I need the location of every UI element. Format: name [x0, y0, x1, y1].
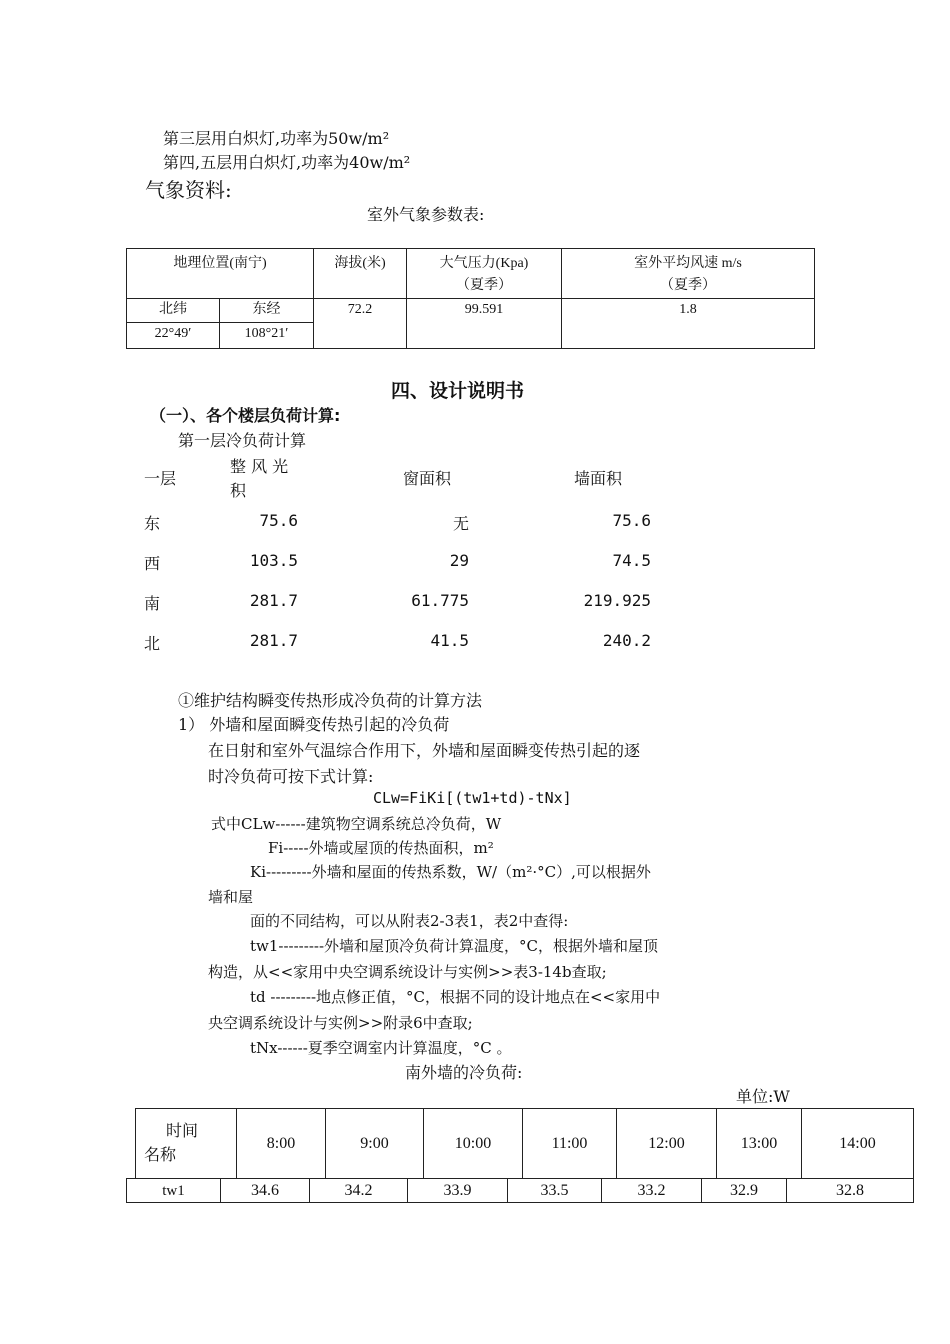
table-cell: 32.8: [787, 1179, 914, 1203]
area-row-dir: 东: [144, 514, 161, 533]
method-paragraph-6: Fi-----外墙或屋顶的传热面积，m²: [268, 839, 494, 857]
area-header-window: 窗面积: [403, 469, 452, 488]
section-subtitle: （一）、各个楼层负荷计算:: [150, 406, 341, 425]
area-row-wall: 75.6: [612, 511, 651, 530]
first-floor-heading: 第一层冷负荷计算: [178, 431, 307, 450]
intro-line-2: 第四,五层用白炽灯,功率为40w/m²: [163, 153, 411, 172]
load-table-header: [135, 1108, 914, 1179]
south-wall-caption: 南外墙的冷负荷:: [405, 1063, 523, 1082]
method-paragraph-14: tNx------夏季空调室内计算温度，°C 。: [250, 1039, 512, 1057]
area-row-total: 281.7: [249, 591, 298, 610]
table-row: [127, 1179, 914, 1203]
area-row-window: 29: [449, 551, 469, 570]
table-cell: 33.9: [408, 1179, 508, 1203]
table-cell: 32.9: [702, 1179, 787, 1203]
method-paragraph-12: td ---------地点修正值，°C，根据不同的设计地点在<<家用中: [250, 988, 661, 1006]
time-header: 10:00: [424, 1109, 523, 1179]
latitude-label: 北纬: [127, 299, 220, 323]
area-row-total: 103.5: [249, 551, 298, 570]
time-header: 9:00: [326, 1109, 424, 1179]
load-table-corner: [136, 1109, 237, 1179]
corner-name-label: 名称: [144, 1146, 177, 1164]
wind-header-label: 室外平均风速 m/s: [634, 256, 742, 271]
area-row-total: 75.6: [259, 511, 298, 530]
time-header: 12:00: [617, 1109, 717, 1179]
wind-header-season: （夏季）: [660, 278, 716, 293]
area-row-dir: 南: [144, 594, 161, 613]
area-row-window: 41.5: [430, 631, 469, 650]
area-row-dir: 西: [144, 554, 161, 573]
load-table-body: [126, 1178, 914, 1203]
area-header-floor: 一层: [144, 469, 177, 488]
altitude-header: 海拔(米): [314, 249, 407, 299]
area-row-wall: 74.5: [612, 551, 651, 570]
weather-table-caption: 室外气象参数表:: [367, 205, 485, 224]
table-cell: 33.2: [602, 1179, 702, 1203]
method-paragraph-8: 墙和屋: [208, 888, 254, 906]
location-header: 地理位置(南宁): [127, 249, 314, 299]
time-header: 8:00: [237, 1109, 326, 1179]
method-paragraph-2: 1） 外墙和屋面瞬变传热引起的冷负荷: [178, 715, 450, 734]
method-paragraph-7: Ki---------外墙和屋面的传热系数，W/（m²·°C）,可以根据外: [250, 863, 651, 881]
area-row-dir: 北: [144, 634, 161, 653]
area-header-wall: 墙面积: [574, 469, 623, 488]
load-formula: CLw=FiKi[(tw1+td)-tNx]: [373, 789, 572, 807]
weather-heading: 气象资料:: [145, 178, 232, 202]
method-paragraph-3: 在日射和室外气温综合作用下，外墙和屋面瞬变传热引起的逐: [208, 741, 641, 760]
row-label: tw1: [127, 1179, 221, 1203]
weather-table: [126, 248, 815, 349]
latitude-value: 22°49′: [127, 323, 220, 349]
wind-header: [562, 249, 815, 299]
time-header: 11:00: [523, 1109, 617, 1179]
intro-line-1: 第三层用白炽灯,功率为50w/m²: [163, 129, 390, 148]
pressure-value: 99.591: [407, 299, 562, 349]
area-row-wall: 219.925: [583, 591, 651, 610]
area-row-window: 无: [452, 514, 469, 533]
pressure-header-season: （夏季）: [456, 278, 512, 293]
method-paragraph-13: 央空调系统设计与实例>>附录6中查取;: [208, 1014, 473, 1032]
pressure-header-label: 大气压力(Kpa): [439, 256, 529, 271]
area-row-window: 61.775: [411, 591, 469, 610]
area-row-wall: 240.2: [602, 631, 651, 650]
method-paragraph-11: 构造，从<<家用中央空调系统设计与实例>>表3-14b查取;: [208, 963, 607, 981]
method-paragraph-1: ①维护结构瞬变传热形成冷负荷的计算方法: [178, 691, 483, 710]
table-cell: 33.5: [508, 1179, 602, 1203]
area-header-total-line2: 积: [230, 481, 247, 500]
method-paragraph-4: 时冷负荷可按下式计算:: [208, 767, 374, 786]
longitude-label: 东经: [220, 299, 314, 323]
time-header: 13:00: [717, 1109, 802, 1179]
longitude-value: 108°21′: [220, 323, 314, 349]
table-cell: 34.2: [310, 1179, 408, 1203]
altitude-value: 72.2: [314, 299, 407, 349]
area-header-total-line1: 整 风 光: [230, 457, 289, 476]
corner-time-label: 时间: [166, 1122, 199, 1140]
method-paragraph-5: 式中CLw------建筑物空调系统总冷负荷，W: [211, 815, 502, 833]
area-row-total: 281.7: [249, 631, 298, 650]
method-paragraph-9: 面的不同结构，可以从附表2-3表1，表2中查得:: [250, 912, 569, 930]
method-paragraph-10: tw1---------外墙和屋顶冷负荷计算温度，°C，根据外墙和屋顶: [250, 937, 659, 955]
table-cell: 34.6: [221, 1179, 310, 1203]
wind-value: 1.8: [562, 299, 815, 349]
pressure-header: [407, 249, 562, 299]
section-title: 四、设计说明书: [391, 380, 525, 402]
unit-label: 单位:W: [736, 1087, 790, 1106]
time-header: 14:00: [802, 1109, 914, 1179]
